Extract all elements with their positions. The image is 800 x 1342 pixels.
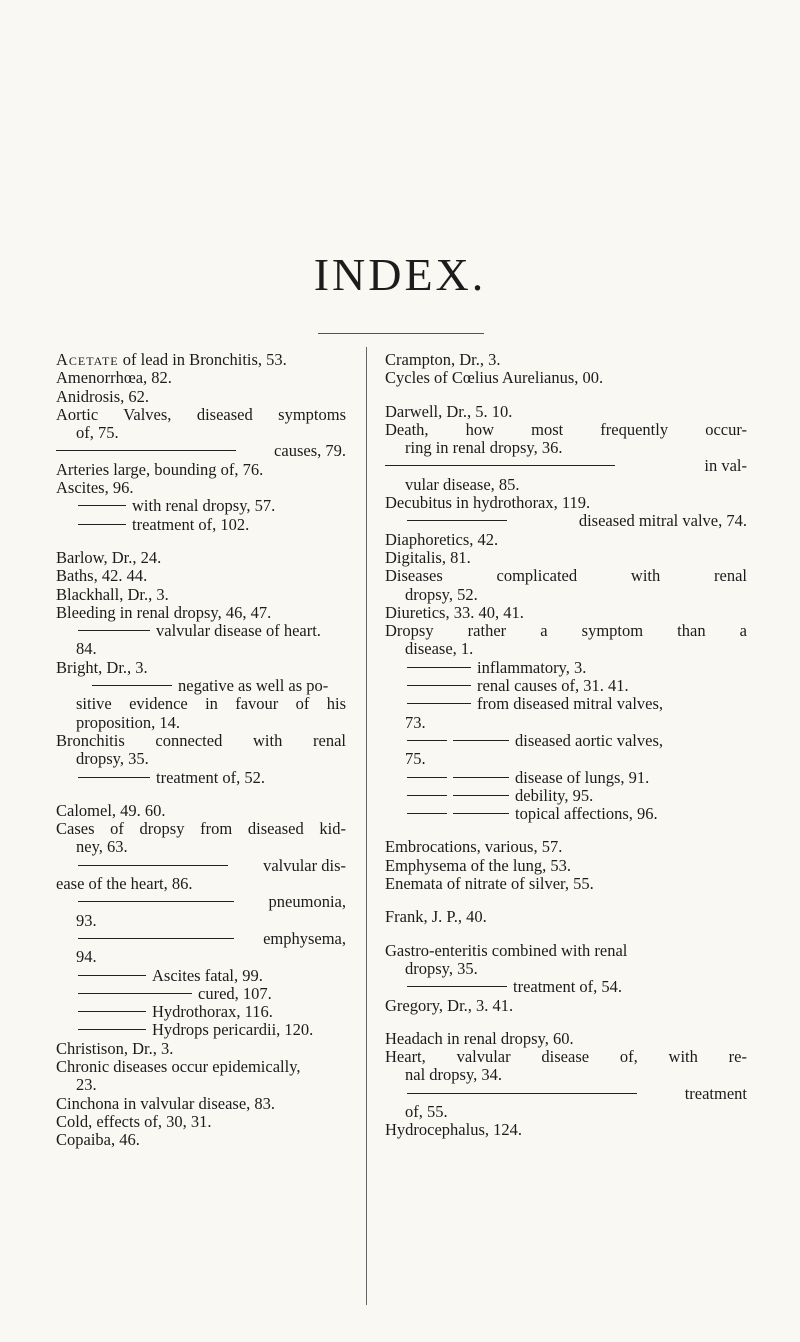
index-entry-cont: disease, 1.: [405, 639, 474, 659]
subentry-text: renal causes of, 31. 41.: [477, 676, 629, 696]
subentry-text: diseased mitral valve, 74.: [578, 511, 747, 531]
ditto-dash: [407, 703, 471, 704]
subentry-text: emphysema,: [263, 928, 346, 948]
index-entry-cont: 94.: [76, 947, 97, 967]
index-entry: Frank, J. P., 40.: [385, 907, 487, 927]
index-entry-cont: 23.: [76, 1075, 97, 1095]
index-subentry: [56, 857, 346, 875]
index-entry-cont: nal dropsy, 34.: [405, 1065, 503, 1085]
index-entry-cont: dropsy, 35.: [405, 958, 478, 978]
index-subentry: [385, 512, 747, 530]
index-column-right: [385, 351, 747, 1140]
index-entry-cont: of, 55.: [405, 1101, 448, 1121]
ditto-dash: [453, 777, 509, 778]
ditto-dash: [407, 667, 471, 668]
index-entry: Diuretics, 33. 40, 41.: [385, 602, 524, 622]
subentry-text: cured, 107.: [198, 983, 272, 1003]
subentry-text: Hydrothorax, 116.: [152, 1002, 273, 1022]
subentry-text: treatment: [684, 1083, 747, 1103]
index-entry-cont: dropsy, 52.: [405, 584, 478, 604]
subentry-text: pneumonia,: [268, 892, 346, 912]
index-subentry: [385, 787, 747, 805]
index-subentry: [56, 769, 346, 787]
index-subentry: [385, 769, 747, 787]
index-entry-cont: dropsy, 35.: [76, 749, 149, 769]
ditto-dash: [78, 1011, 146, 1012]
ditto-dash: [92, 685, 172, 686]
index-entry-cont: ring in renal dropsy, 36.: [405, 438, 563, 458]
ditto-dash: [78, 865, 228, 866]
column-divider: [366, 347, 367, 1305]
index-entry: Diseases complicated with renal: [385, 566, 747, 586]
index-entry: Enemata of nitrate of silver, 55.: [385, 874, 594, 894]
index-subentry: [385, 677, 747, 695]
index-subentry: [385, 659, 747, 677]
index-subentry: [385, 978, 747, 996]
subentry-text: treatment of, 102.: [132, 514, 250, 534]
index-entry: Heart, valvular disease of, with re-: [385, 1047, 747, 1067]
index-entry: Dropsy rather a symptom than a: [385, 621, 747, 641]
subentry-text: Hydrops pericardii, 120.: [152, 1020, 314, 1040]
index-entry: Emphysema of the lung, 53.: [385, 855, 572, 875]
index-entry: Barlow, Dr., 24.: [56, 547, 162, 567]
index-entry: Gregory, Dr., 3. 41.: [385, 995, 514, 1015]
index-entry: Headach in renal dropsy, 60.: [385, 1028, 574, 1048]
index-subentry: [385, 457, 747, 475]
index-entry: Arteries large, bounding of, 76.: [56, 459, 264, 479]
ditto-dash: [407, 777, 447, 778]
index-entry-cont: 93.: [76, 910, 97, 930]
ditto-dash: [407, 986, 507, 987]
index-subentry: [385, 695, 747, 713]
index-entry: Amenorrhœa, 82.: [56, 368, 172, 388]
ditto-dash: [78, 975, 146, 976]
index-entry: Cinchona in valvular disease, 83.: [56, 1093, 276, 1113]
subentry-text: from diseased mitral valves,: [477, 694, 664, 714]
index-entry: Cycles of Cœlius Aurelianus, 00.: [385, 368, 604, 388]
index-subentry: [56, 677, 346, 695]
index-entry: Hydrocephalus, 124.: [385, 1120, 523, 1140]
index-subentry: [56, 967, 346, 985]
index-subentry: [385, 805, 747, 823]
subentry-text: causes, 79.: [274, 441, 346, 461]
index-entry-cont: vular disease, 85.: [405, 474, 520, 494]
entry-smallcaps: Acetate: [56, 350, 119, 369]
index-entry: Calomel, 49. 60.: [56, 800, 166, 820]
entry-text: of lead in Bronchitis, 53.: [118, 350, 287, 369]
ditto-dash: [407, 740, 447, 741]
ditto-dash: [407, 685, 471, 686]
subentry-text: with renal dropsy, 57.: [132, 496, 276, 516]
ditto-dash: [78, 901, 234, 902]
ditto-dash: [78, 993, 192, 994]
index-entry: [56, 351, 346, 369]
index-entry: Crampton, Dr., 3.: [385, 350, 501, 369]
ditto-dash: [78, 938, 234, 939]
subentry-text: valvular disease of heart.: [156, 621, 321, 641]
index-subentry: [56, 893, 346, 911]
subentry-text: treatment of, 52.: [156, 767, 266, 787]
index-entry: Christison, Dr., 3.: [56, 1038, 174, 1058]
index-entry: Aortic Valves, diseased symptoms: [56, 404, 346, 424]
index-entry: Blackhall, Dr., 3.: [56, 584, 169, 604]
index-subentry: [56, 985, 346, 1003]
subentry-text: Ascites fatal, 99.: [152, 965, 263, 985]
index-entry: Gastro-enteritis combined with renal: [385, 940, 628, 960]
ditto-dash: [453, 813, 509, 814]
ditto-dash: [78, 1029, 146, 1030]
index-entry: Anidrosis, 62.: [56, 386, 150, 406]
index-subentry: [56, 1003, 346, 1021]
ditto-dash: [407, 520, 507, 521]
index-entry: Chronic diseases occur epidemically,: [56, 1056, 301, 1076]
index-entry-cont: ease of the heart, 86.: [56, 874, 193, 894]
ditto-dash: [78, 630, 150, 631]
title-rule: [318, 333, 484, 334]
subentry-text: treatment of, 54.: [513, 977, 623, 997]
ditto-dash: [78, 524, 126, 525]
ditto-dash: [385, 465, 615, 466]
index-subentry: [56, 622, 346, 640]
index-entry-cont: 73.: [405, 712, 426, 732]
subentry-text: diseased aortic valves,: [515, 730, 663, 750]
index-subentry: [385, 732, 747, 750]
subentry-text: disease of lungs, 91.: [515, 767, 650, 787]
index-entry: Bleeding in renal dropsy, 46, 47.: [56, 602, 272, 622]
index-entry-cont: 75.: [405, 749, 426, 769]
ditto-dash: [78, 505, 126, 506]
index-entry-cont: ney, 63.: [76, 837, 128, 857]
ditto-dash: [56, 450, 236, 451]
subentry-text: negative as well as po-: [178, 676, 329, 696]
index-entry: Digitalis, 81.: [385, 547, 471, 567]
ditto-dash: [407, 795, 447, 796]
index-entry-cont: sitive evidence in favour of his: [76, 694, 346, 714]
index-entry: Decubitus in hydrothorax, 119.: [385, 493, 591, 513]
index-entry: Cold, effects of, 30, 31.: [56, 1111, 212, 1131]
index-entry: Baths, 42. 44.: [56, 566, 148, 586]
ditto-dash: [453, 795, 509, 796]
index-subentry: [56, 497, 346, 515]
index-entry: Cases of dropsy from diseased kid-: [56, 819, 346, 839]
page-title: INDEX.: [313, 249, 487, 300]
index-entry: Copaiba, 46.: [56, 1130, 140, 1150]
index-entry: Bronchitis connected with renal: [56, 730, 346, 750]
ditto-dash: [407, 1093, 637, 1094]
subentry-text: valvular dis-: [263, 855, 346, 875]
index-entry: Diaphoretics, 42.: [385, 529, 499, 549]
index-entry-cont: 84.: [76, 639, 97, 659]
ditto-dash: [78, 777, 150, 778]
index-entry: Ascites, 96.: [56, 478, 134, 498]
subentry-text: debility, 95.: [515, 785, 594, 805]
index-entry: Embrocations, various, 57.: [385, 837, 563, 857]
subentry-text: in val-: [704, 456, 747, 476]
subentry-text: inflammatory, 3.: [477, 657, 587, 677]
ditto-dash: [407, 813, 447, 814]
index-entry-cont: proposition, 14.: [76, 712, 181, 732]
index-subentry: [56, 1021, 346, 1039]
ditto-dash: [453, 740, 509, 741]
index-entry: Bright, Dr., 3.: [56, 657, 148, 677]
index-subentry: [56, 516, 346, 534]
index-subentry: [56, 442, 346, 460]
subentry-text: topical affections, 96.: [515, 804, 658, 824]
index-entry: Darwell, Dr., 5. 10.: [385, 401, 513, 421]
index-entry: Death, how most frequently occur-: [385, 419, 747, 439]
index-column-left: [56, 351, 346, 1149]
index-entry-cont: of, 75.: [76, 423, 119, 443]
index-subentry: [385, 1085, 747, 1103]
index-subentry: [56, 930, 346, 948]
